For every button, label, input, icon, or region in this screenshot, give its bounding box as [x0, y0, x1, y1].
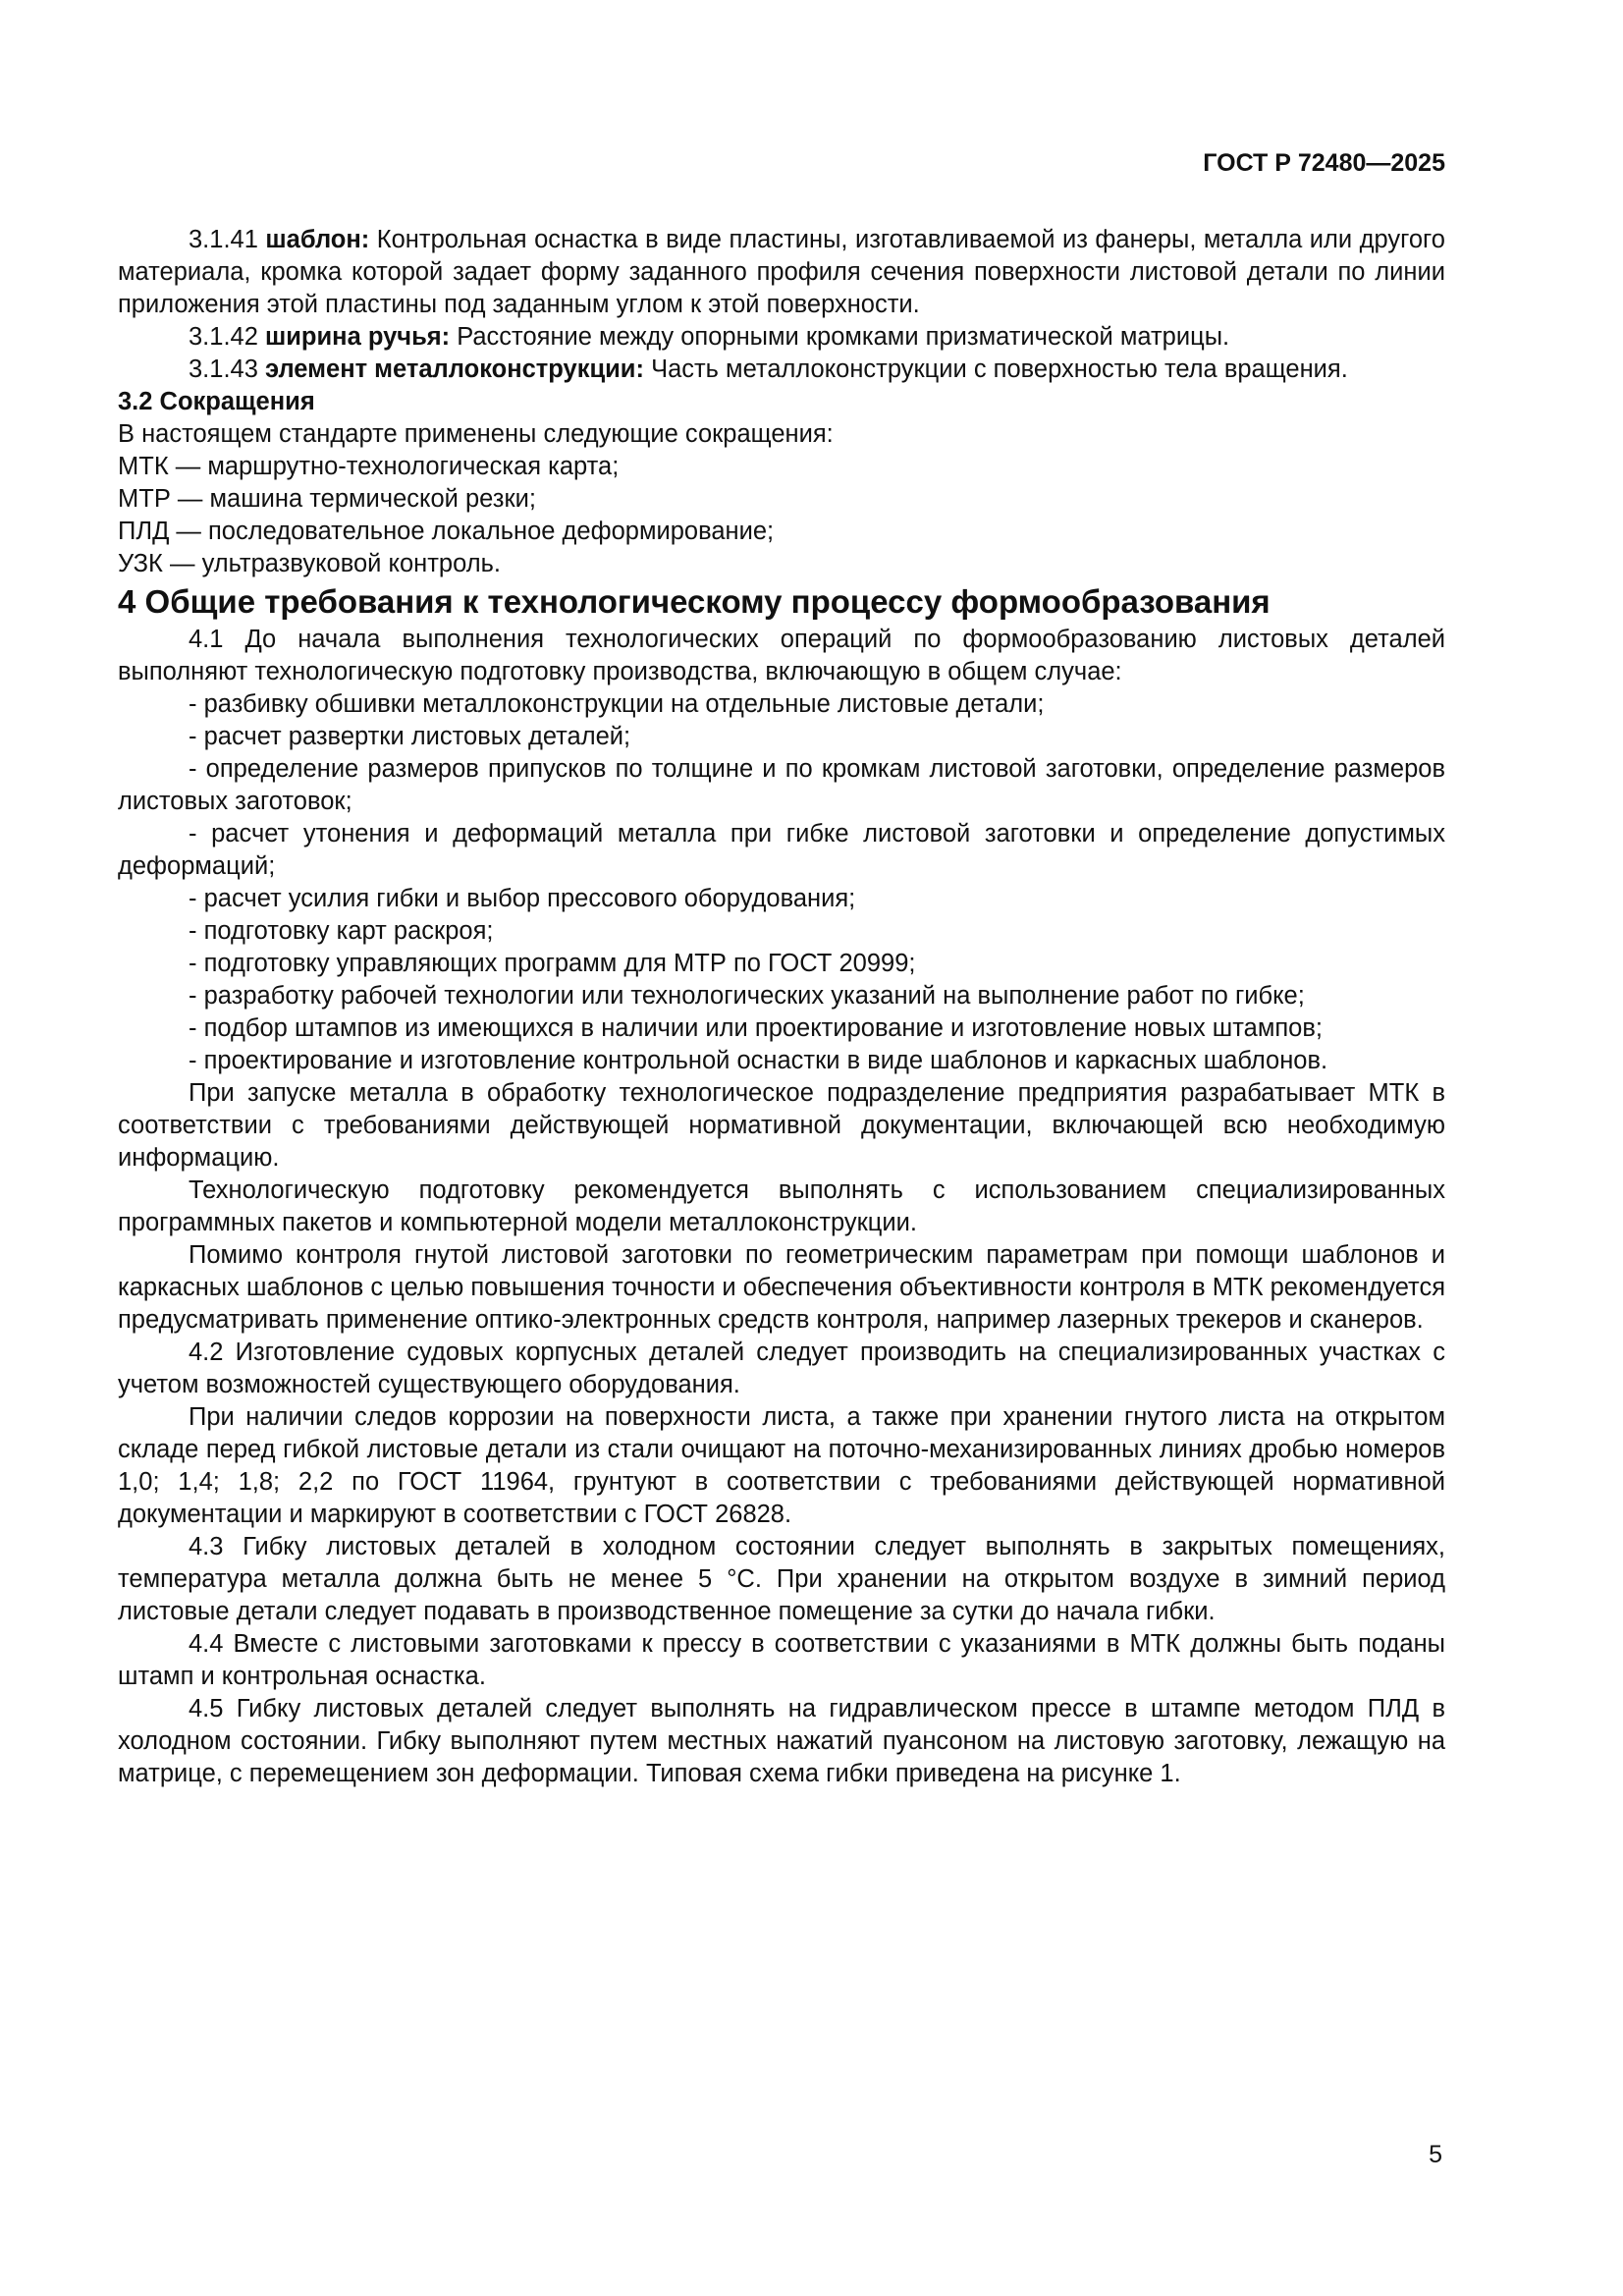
paragraph-4-5: 4.5 Гибку листовых деталей следует выполнять на гидравлическом прессе в штампе методом ПЛД в холодном состоянии. Гибку выполняют путем местных нажатий пуансоном на листовую заготовку, лежащую на матрице, с перемещением зон деформации. Типовая схема гибки приведена на рисунке 1. — [118, 1695, 1445, 1787]
paragraph-corrosion: При наличии следов коррозии на поверхности листа, а также при хранении гнутого листа на открытом складе перед гибкой листовые детали из стали очищают на поточно-механизированных линиях дробью номеров 1,0; 1,4; 1,8; 2,2 по ГОСТ 11964, грунтуют в соответствии с требованиями действующей нормативной документации и маркируют в соответствии с ГОСТ 26828. — [118, 1403, 1445, 1528]
definition-number: 3.1.42 — [189, 323, 258, 351]
document-id: ГОСТ Р 72480—2025 — [1203, 149, 1445, 177]
abbreviations-heading: 3.2 Сокращения — [118, 388, 315, 415]
paragraph-4-2: 4.2 Изготовление судовых корпусных деталей следует производить на специализированных участках с учетом возможностей существующего оборудования. — [118, 1339, 1445, 1398]
list-item: - разбивку обшивки металлоконструкции на отдельные листовые детали; — [189, 690, 1045, 718]
paragraph-4-3: 4.3 Гибку листовых деталей в холодном состоянии следует выполнять в закрытых помещениях, температура металла должна быть не менее 5 °С. При хранении на открытом воздухе в зимний период листовые детали следует подавать в производственное помещение за сутки до начала гибки. — [118, 1533, 1445, 1625]
list-item: - проектирование и изготовление контрольной оснастки в виде шаблонов и каркасных шаблонов. — [189, 1047, 1328, 1074]
definition-number: 3.1.41 — [189, 226, 258, 253]
definition-term: шаблон: — [265, 226, 370, 253]
abbreviations-intro: В настоящем стандарте применены следующие сокращения: — [118, 420, 834, 448]
abbreviation-item: МТК — маршрутно-технологическая карта; — [118, 453, 620, 480]
abbreviation-item: ПЛД — последовательное локальное деформирование; — [118, 518, 775, 545]
definition-term: элемент металлоконструкции: — [265, 355, 644, 383]
definition-3-1-42 — [118, 321, 1445, 354]
list-item: - расчет утонения и деформаций металла при гибке листовой заготовки и определение допустимых деформаций; — [118, 820, 1445, 880]
list-item: - подготовку карт раскроя; — [189, 917, 494, 945]
abbreviation-item: УЗК — ультразвуковой контроль. — [118, 550, 501, 577]
page-content — [118, 224, 1445, 1790]
definition-text: Расстояние между опорными кромками призматической матрицы. — [457, 323, 1230, 351]
definition-number: 3.1.43 — [189, 355, 258, 383]
abbreviation-item: МТР — машина термической резки; — [118, 485, 536, 513]
list-item: - расчет усилия гибки и выбор прессового оборудования; — [189, 885, 856, 912]
list-item: - разработку рабочей технологии или технологических указаний на выполнение работ по гибке; — [189, 982, 1305, 1010]
definition-term: ширина ручья: — [265, 323, 451, 351]
list-item: - подготовку управляющих программ для МТР по ГОСТ 20999; — [189, 950, 916, 977]
paragraph-software: Технологическую подготовку рекомендуется выполнять с использованием специализированных программных пакетов и компьютерной модели металлоконструкции. — [118, 1176, 1445, 1236]
paragraph-optical-control: Помимо контроля гнутой листовой заготовки по геометрическим параметрам при помощи шаблонов и каркасных шаблонов с целью повышения точности и обеспечения объективности контроля в МТК рекомендуется предусматривать применение оптико-электронных средств контроля, например лазерных трекеров и сканеров. — [118, 1241, 1445, 1334]
definition-text: Часть металлоконструкции с поверхностью тела вращения. — [651, 355, 1348, 383]
paragraph-mtk-launch: При запуске металла в обработку технологическое подразделение предприятия разрабатывает МТК в соответствии с требованиями действующей нормативной документации, включающей всю необходимую информацию. — [118, 1079, 1445, 1172]
definition-text: Контрольная оснастка в виде пластины, изготавливаемой из фанеры, металла или другого материала, кромка которой задает форму заданного профиля сечения поверхности листовой детали по линии приложения этой пластины под заданным углом к этой поверхности. — [118, 226, 1445, 318]
list-item: - определение размеров припусков по толщине и по кромкам листовой заготовки, определение размеров листовых заготовок; — [118, 755, 1445, 815]
definition-3-1-43 — [118, 354, 1445, 386]
page-number: 5 — [1429, 2141, 1442, 2168]
paragraph-4-1: 4.1 До начала выполнения технологических операций по формообразованию листовых деталей выполняют технологическую подготовку производства, включающую в общем случае: — [118, 626, 1445, 685]
paragraph-4-4: 4.4 Вместе с листовыми заготовками к прессу в соответствии с указаниями в МТК должны быть поданы штамп и контрольная оснастка. — [118, 1630, 1445, 1690]
list-item: - расчет развертки листовых деталей; — [189, 723, 631, 750]
section-4-heading: 4 Общие требования к технологическому процессу формообразования — [118, 583, 1271, 620]
list-item: - подбор штампов из имеющихся в наличии или проектирование и изготовление новых штампов; — [189, 1014, 1323, 1042]
definition-3-1-41 — [118, 224, 1445, 321]
